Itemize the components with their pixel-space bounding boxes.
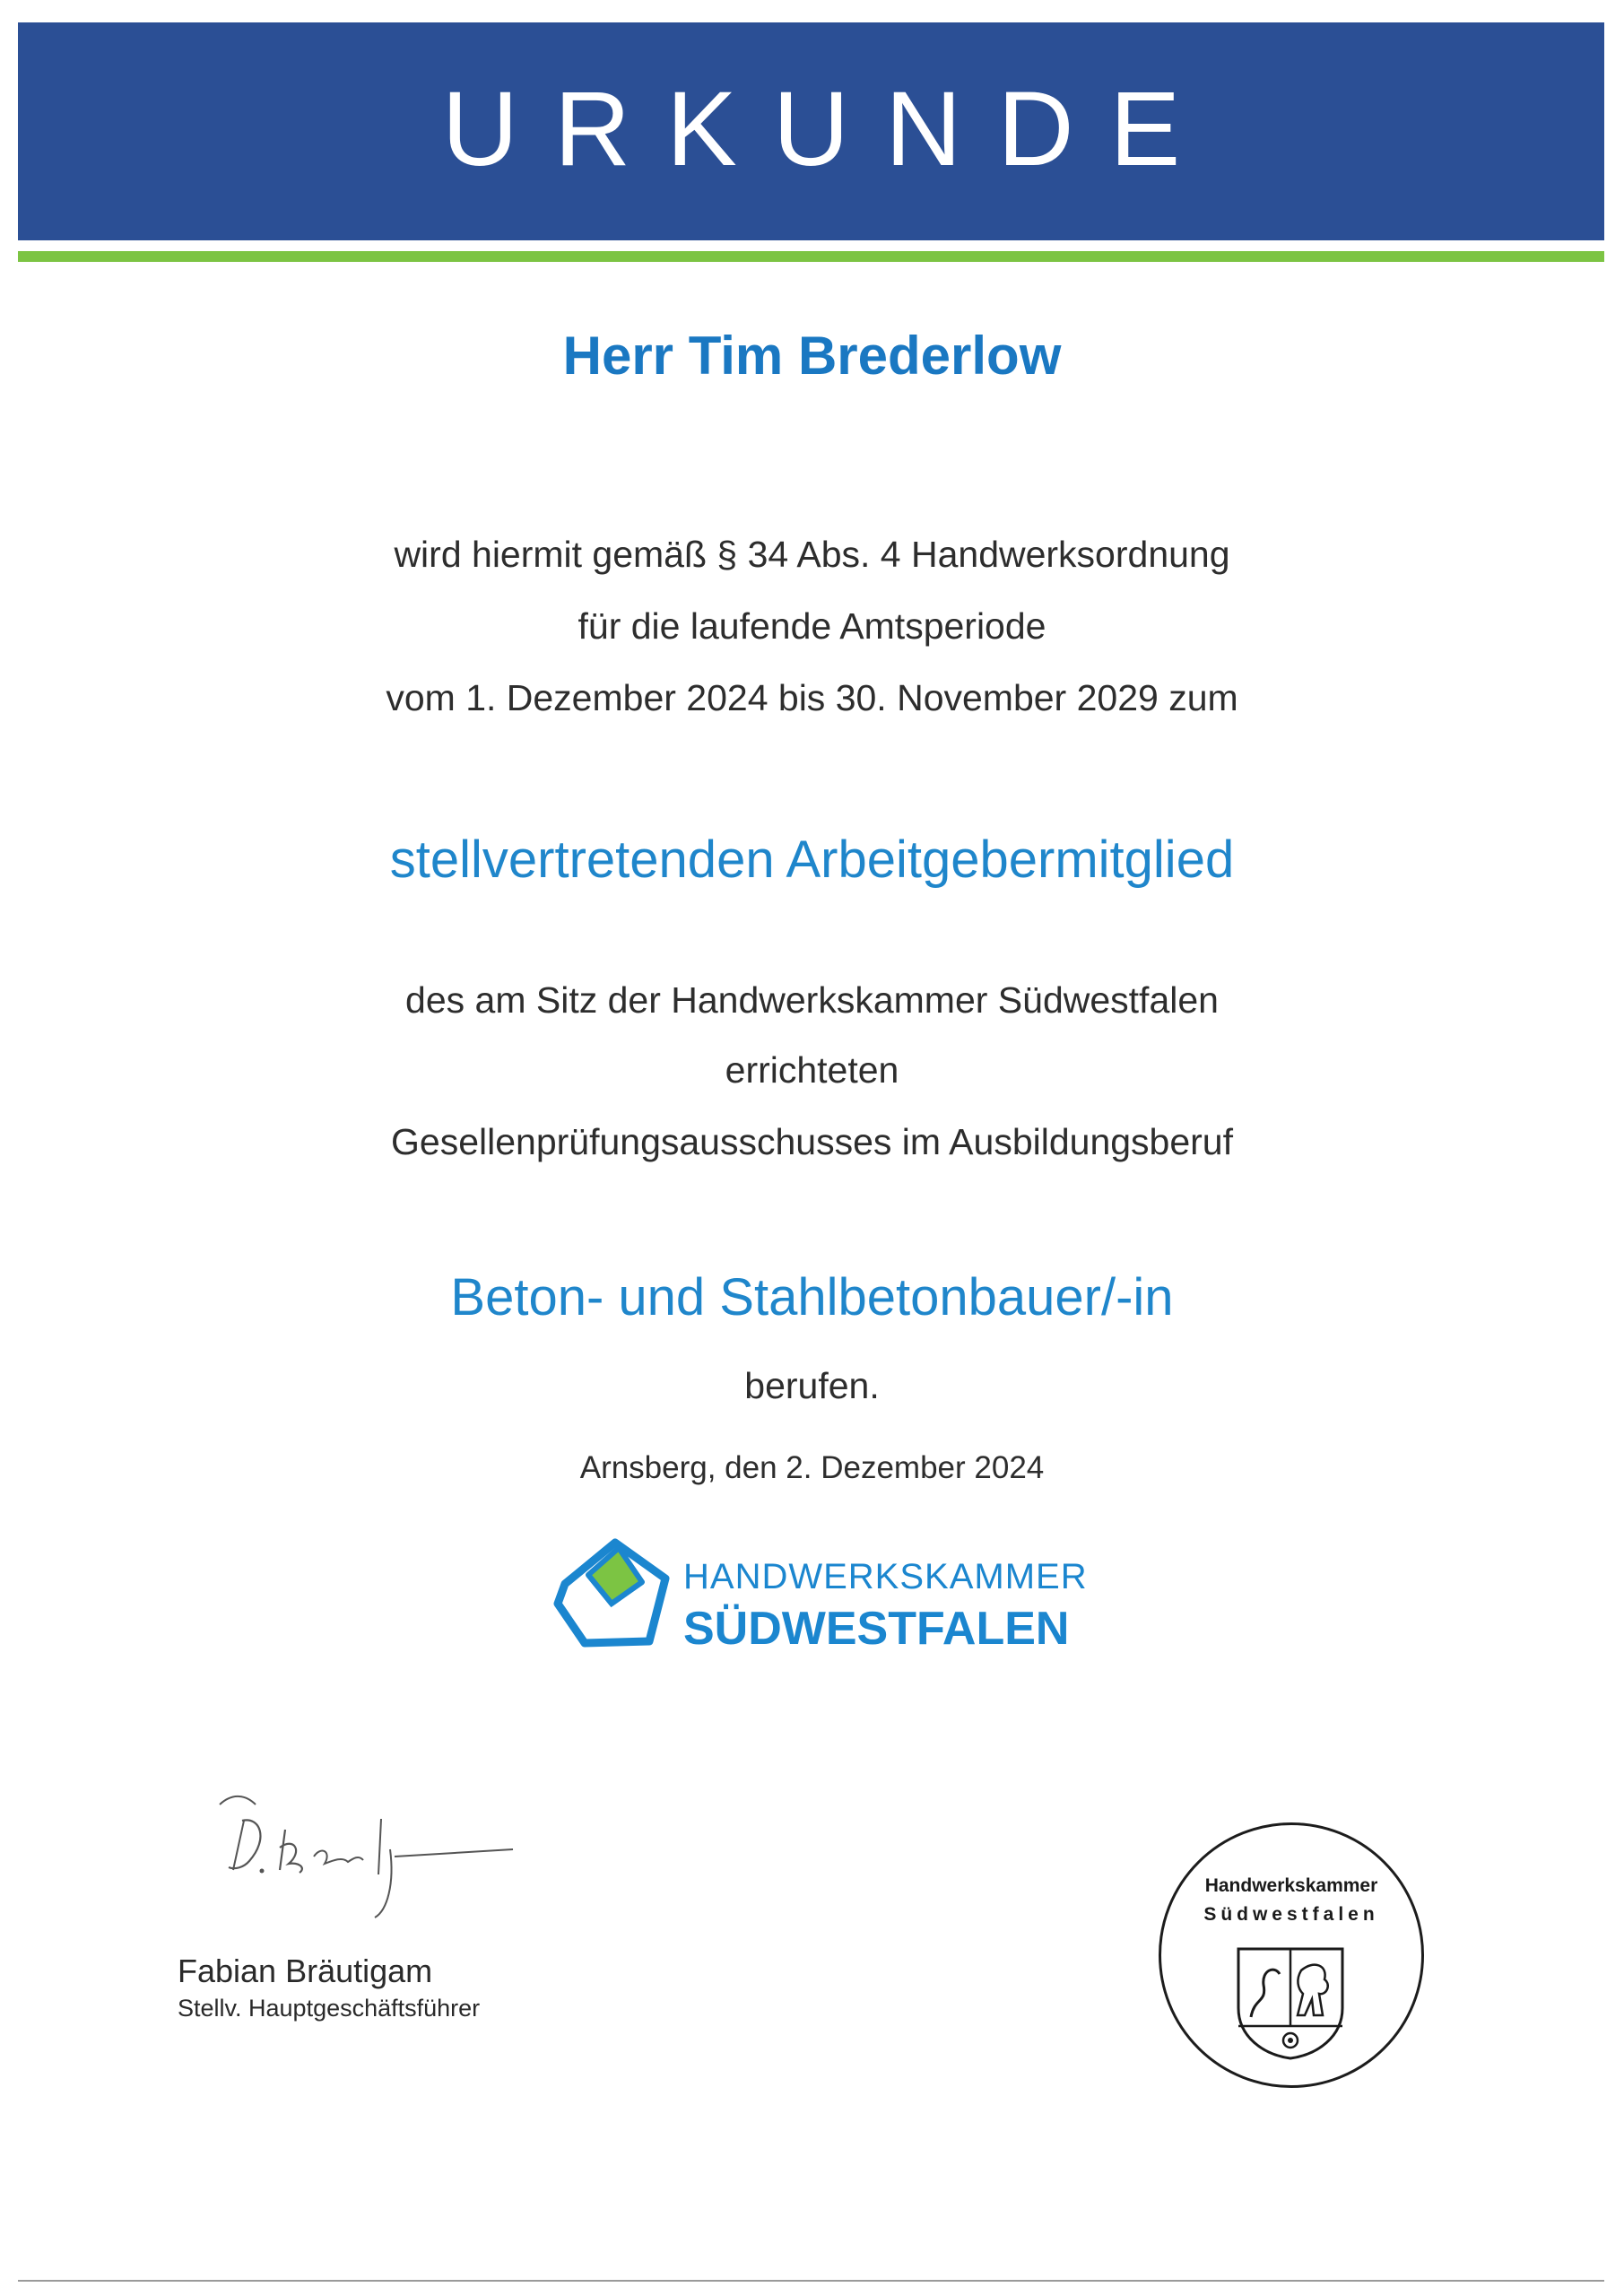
place-date: Arnsberg, den 2. Dezember 2024 — [579, 1450, 1045, 1485]
seal-text-line-2: Südwestfalen — [1203, 1904, 1379, 1925]
body-line-4: des am Sitz der Handwerkskammer Südwestfalen — [405, 979, 1219, 1021]
bottom-rule — [18, 2280, 1604, 2282]
recipient-name: Herr Tim Brederlow — [562, 326, 1062, 386]
signatory-role: Stellv. Hauptgeschäftsführer — [178, 1995, 481, 2022]
logo-text-top: HANDWERKSKAMMER — [683, 1557, 1088, 1596]
body-line-2: für die laufende Amtsperiode — [578, 605, 1046, 647]
coat-of-arms-icon — [1231, 1944, 1350, 2062]
appointment-role: stellvertretenden Arbeitgebermitglied — [389, 831, 1235, 889]
logo-text-bottom: SÜDWESTFALEN — [683, 1603, 1070, 1655]
official-seal — [1159, 1822, 1424, 2088]
body-line-7: berufen. — [744, 1365, 880, 1406]
seal-text-line-1: Handwerkskammer — [1204, 1875, 1378, 1896]
body-line-5: errichteten — [725, 1049, 899, 1091]
signatory-name: Fabian Bräutigam — [178, 1952, 433, 1989]
body-line-3: vom 1. Dezember 2024 bis 30. November 2029 zum — [386, 677, 1238, 718]
hexagon-logo-icon — [549, 1532, 674, 1653]
document-title: URKUNDE — [441, 70, 1217, 188]
chamber-logo — [549, 1532, 1088, 1655]
handwritten-signature — [179, 1785, 520, 1919]
accent-rule — [18, 251, 1604, 262]
body-line-1: wird hiermit gemäß § 34 Abs. 4 Handwerksordnung — [394, 534, 1230, 575]
title-banner — [18, 22, 1604, 240]
profession: Beton- und Stahlbetonbauer/-in — [450, 1268, 1174, 1326]
body-line-6: Gesellenprüfungsausschusses im Ausbildungsberuf — [391, 1121, 1233, 1162]
